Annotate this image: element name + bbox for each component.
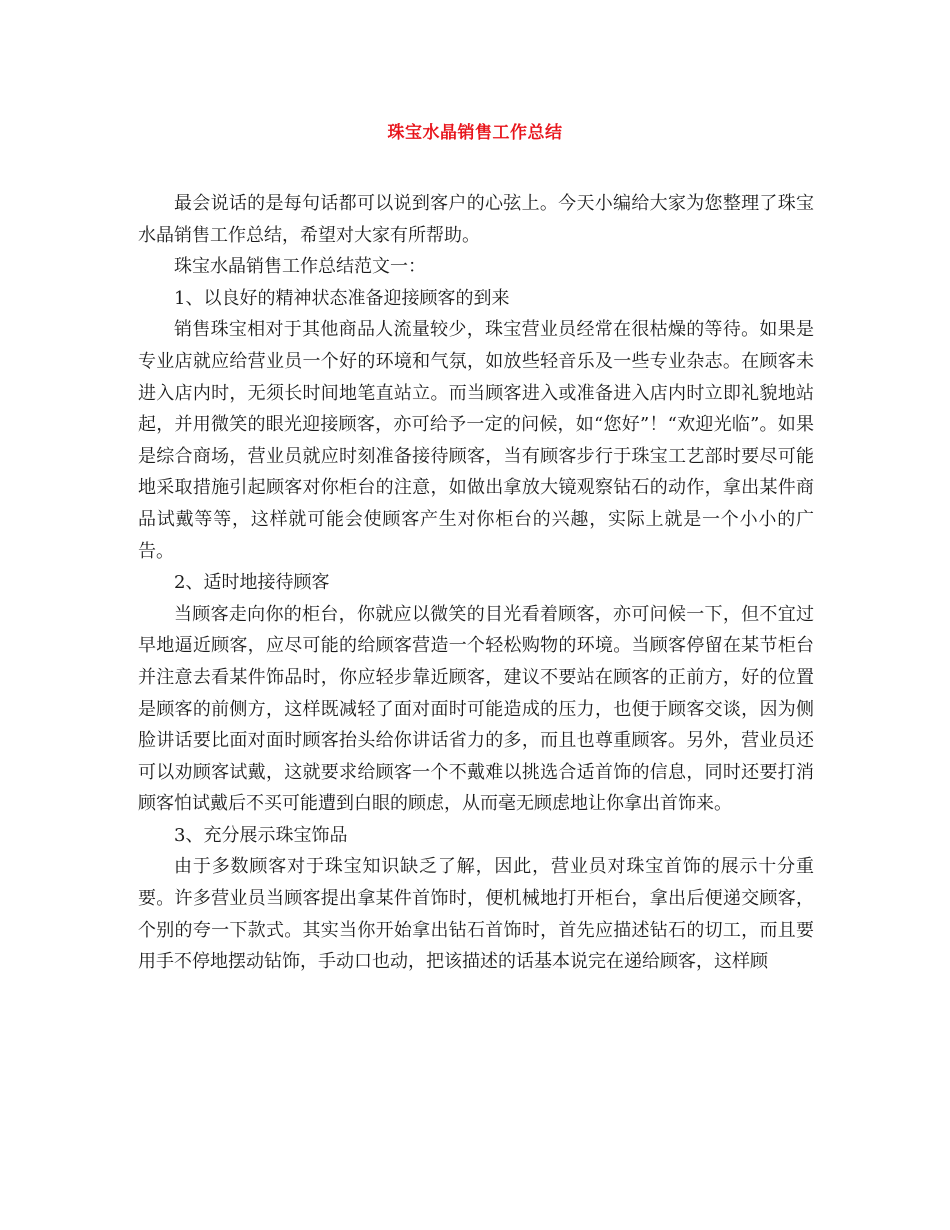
paragraph-section-2: 当顾客走向你的柜台，你就应以微笑的目光看着顾客，亦可问候一下，但不宜过早地逼近顾客，应尽可能的给顾客营造一个轻松购物的环境。当顾客停留在某节柜台并注意去看某件饰品时，你应轻步靠近顾客，建议不要站在顾客的正前方，好的位置是顾客的前侧方，这样既减轻了面对面时可能造成的压力，也便于顾客交谈，因为侧脸讲话要比面对面时顾客抬头给你讲话省力的多，而且也尊重顾客。另外，营业员还可以劝顾客试戴，这就要求给顾客一个不戴难以挑选合适首饰的信息，同时还要打消顾客怕试戴后不买可能遭到白眼的顾虑，从而毫无顾虑地让你拿出首饰来。 bbox=[138, 603, 814, 815]
section-heading-1: 1、以良好的精神状态准备迎接顾客的到来 bbox=[174, 287, 510, 309]
paragraph-sample-heading: 珠宝水晶销售工作总结范文一： bbox=[174, 256, 426, 278]
section-heading-3: 3、充分展示珠宝饰品 bbox=[174, 824, 348, 846]
document-body bbox=[138, 188, 814, 978]
paragraph-section-1: 销售珠宝相对于其他商品人流量较少，珠宝营业员经常在很枯燥的等待。如果是专业店就应给营业员一个好的环境和气氛，如放些轻音乐及一些专业杂志。在顾客未进入店内时，无须长时间地笔直站立。而当顾客进入或准备进入店内时立即礼貌地站起，并用微笑的眼光迎接顾客，亦可给予一定的问候，如“您好”！“欢迎光临”。如果是综合商场，营业员就应时刻准备接待顾客，当有顾客步行于珠宝工艺部时要尽可能地采取措施引起顾客对你柜台的注意，如做出拿放大镜观察钻石的动作，拿出某件商品试戴等等，这样就可能会使顾客产生对你柜台的兴趣，实际上就是一个小小的广告。 bbox=[138, 319, 814, 562]
paragraph-section-3: 由于多数顾客对于珠宝知识缺乏了解，因此，营业员对珠宝首饰的展示十分重要。许多营业员当顾客提出拿某件首饰时，便机械地打开柜台，拿出后便递交顾客，个别的夸一下款式。其实当你开始拿出钻石首饰时，首先应描述钻石的切工，而且要用手不停地摆动钻饰，手动口也动，把该描述的话基本说完在递给顾客，这样顾 bbox=[138, 856, 814, 973]
paragraph-intro: 最会说话的是每句话都可以说到客户的心弦上。今天小编给大家为您整理了珠宝水晶销售工作总结，希望对大家有所帮助。 bbox=[138, 193, 814, 246]
document-title: 珠宝水晶销售工作总结 bbox=[387, 123, 563, 143]
section-heading-2: 2、适时地接待顾客 bbox=[174, 572, 330, 594]
